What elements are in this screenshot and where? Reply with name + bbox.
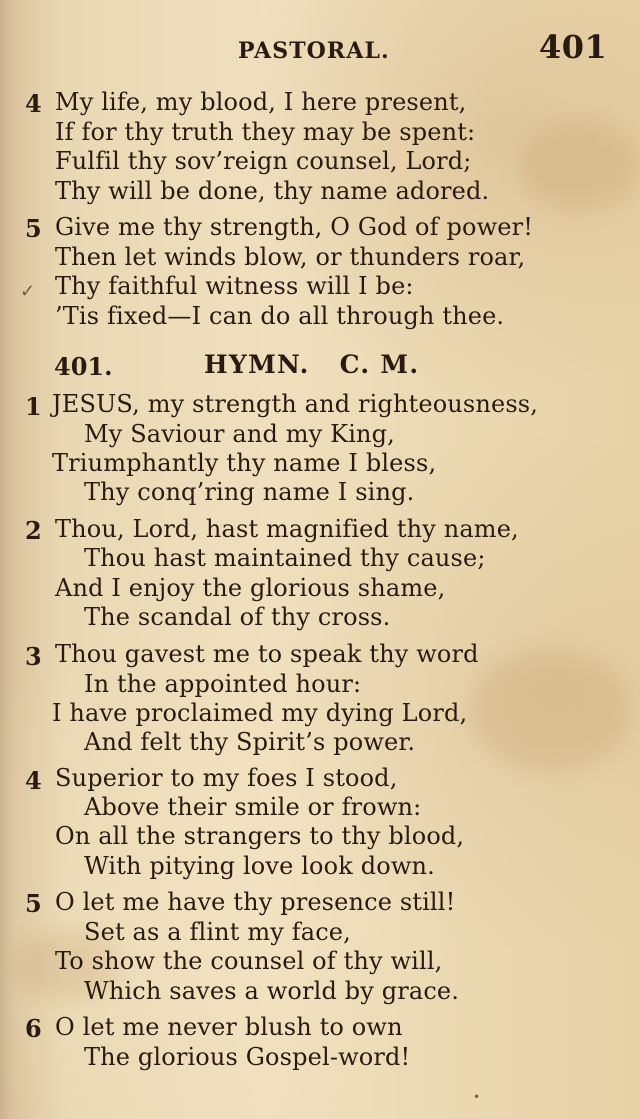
verse-line: O let me never blush to own: [55, 1013, 403, 1041]
paper-stain: [470, 650, 630, 770]
verse-line: My Saviour and my King,: [84, 420, 395, 448]
verse-number: 1: [25, 392, 42, 421]
verse-line: Superior to my foes I stood,: [55, 764, 398, 792]
hymn-meter: C. M.: [339, 350, 420, 379]
verse-line: If for thy truth they may be spent:: [55, 118, 476, 146]
verse-line: Set as a flint my face,: [84, 918, 351, 946]
verse-line: Thou hast maintained thy cause;: [84, 544, 486, 572]
verse-line: To show the counsel of thy will,: [55, 947, 443, 975]
verse-line: And I enjoy the glorious shame,: [55, 574, 446, 602]
verse-line: Thou gavest me to speak thy word: [55, 640, 479, 668]
verse-line: I have proclaimed my dying Lord,: [52, 699, 468, 727]
verse-number: 6: [25, 1014, 42, 1043]
verse-line: The glorious Gospel-word!: [84, 1043, 411, 1071]
verse-number: 4: [25, 766, 42, 795]
verse-line: With pitying love look down.: [84, 852, 435, 880]
verse-number: 4: [25, 89, 42, 118]
hymn-title-word: HYMN.: [204, 350, 310, 379]
verse-line: ’Tis fixed—I can do all through thee.: [55, 302, 505, 330]
verse-line: Thy conq’ring name I sing.: [84, 478, 415, 506]
binding-edge: [0, 0, 16, 1119]
hymn-number: 401.: [54, 352, 113, 381]
verse-line: Thy faithful witness will I be:: [55, 272, 414, 300]
page-number: 401: [539, 28, 608, 66]
verse-line: In the appointed hour:: [84, 670, 362, 698]
ink-mark: ✓: [20, 281, 36, 302]
verse-line: Thou, Lord, hast magnified thy name,: [55, 515, 519, 543]
verse-line: My life, my blood, I here present,: [55, 88, 467, 116]
verse-line: The scandal of thy cross.: [84, 603, 391, 631]
verse-line: Above their smile or frown:: [84, 793, 422, 821]
verse-number: 5: [25, 214, 42, 243]
hymn-title: [204, 350, 419, 379]
verse-line: Triumphantly thy name I bless,: [52, 449, 437, 477]
verse-line: Fulfil thy sov’reign counsel, Lord;: [55, 147, 472, 175]
paper-stain: [520, 120, 640, 210]
verse-number: 3: [25, 642, 42, 671]
verse-line: And felt thy Spirit’s power.: [84, 728, 416, 756]
verse-line: Which saves a world by grace.: [84, 977, 460, 1005]
verse-line: On all the strangers to thy blood,: [55, 822, 465, 850]
verse-line: O let me have thy presence still!: [55, 888, 456, 916]
ink-speck: •: [473, 1090, 481, 1104]
verse-line: Thy will be done, thy name adored.: [55, 177, 490, 205]
verse-line: Then let winds blow, or thunders roar,: [55, 243, 526, 271]
verse-line: Give me thy strength, O God of power!: [55, 213, 534, 241]
verse-number: 2: [25, 516, 42, 545]
verse-number: 5: [25, 889, 42, 918]
running-title: PASTORAL.: [238, 38, 390, 64]
verse-line: JESUS, my strength and righteousness,: [52, 390, 539, 418]
